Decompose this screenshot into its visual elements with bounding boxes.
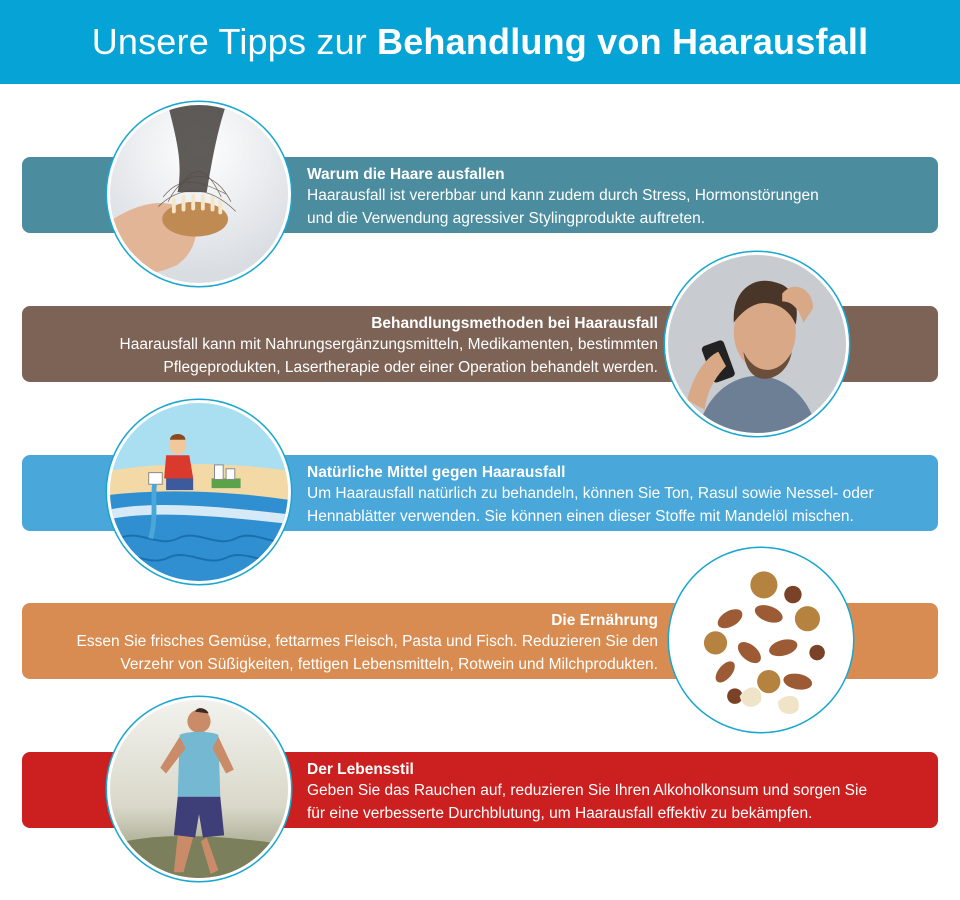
hair-in-comb-image [107,102,291,286]
header-title-bold: Behandlung von Haarausfall [377,21,869,62]
section-text-line2: Verzehr von Süßigkeiten, fettigen Lebensmitteln, Rotwein und Milchprodukten. [120,656,658,673]
section-text-line1: Um Haarausfall natürlich zu behandeln, können Sie Ton, Rasul sowie Nessel- oder [307,485,874,502]
section-text-line2: Pflegeprodukten, Lasertherapie oder einer Operation behandelt werden. [163,359,658,376]
page-header [0,0,960,84]
header-title-light: Unsere Tipps zur [91,21,367,62]
section-title: Natürliche Mittel gegen Haarausfall [307,464,566,481]
section-title: Warum die Haare ausfallen [307,166,505,183]
section-text-line1: Geben Sie das Rauchen auf, reduzieren Sie Ihren Alkoholkonsum und sorgen Sie [307,782,868,799]
section-text-line2: für eine verbesserte Durchblutung, um Haarausfall effektiv zu bekämpfen. [307,805,813,822]
section-text-line1: Haarausfall ist vererbbar und kann zudem durch Stress, Hormonstörungen [307,187,819,204]
nuts-image [669,548,853,732]
section-title: Die Ernährung [551,612,658,629]
section-title: Behandlungsmethoden bei Haarausfall [371,315,658,332]
section-text-line2: Hennablätter verwenden. Sie können einen dieser Stoffe mit Mandelöl mischen. [307,508,854,525]
section-text-line1: Essen Sie frisches Gemüse, fettarmes Fleisch, Pasta und Fisch. Reduzieren Sie den [76,633,658,650]
child-pouring-water-image [107,400,291,584]
section-text-line2: und die Verwendung agressiver Stylingprodukte auftreten. [307,210,706,227]
worried-man-image [665,252,849,436]
section-title: Der Lebensstil [307,761,414,778]
runner-image [107,697,291,881]
section-text-line1: Haarausfall kann mit Nahrungsergänzungsmitteln, Medikamenten, bestimmten [119,336,658,353]
